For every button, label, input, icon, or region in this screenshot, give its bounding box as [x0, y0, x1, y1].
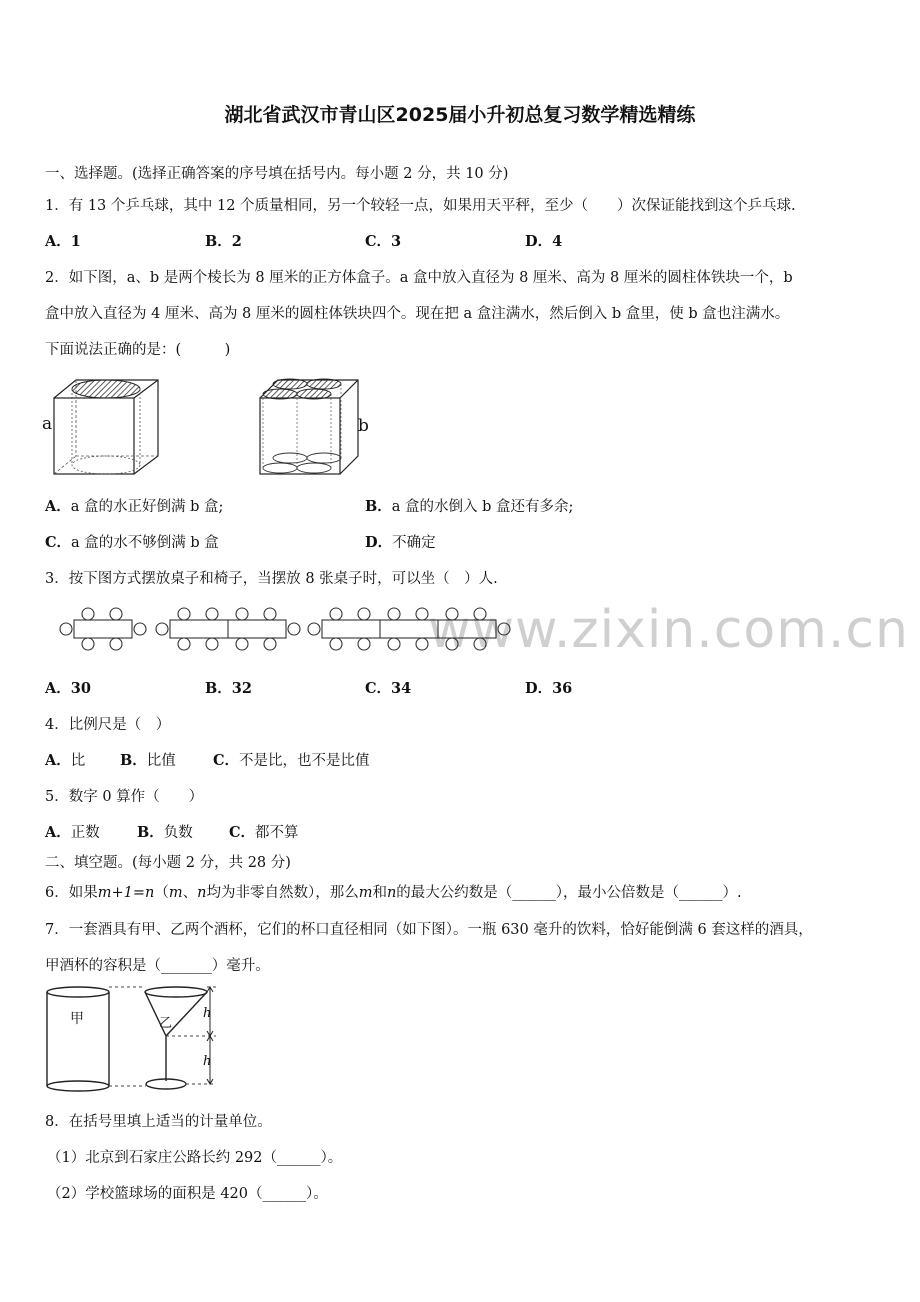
question-3: 3．按下图方式摆放桌子和椅子，当摆放 8 张桌子时，可以坐（ ）人. [45, 571, 498, 587]
question-7-line2: 甲酒杯的容积是（_______）毫升。 [45, 958, 270, 974]
q5-option-a: A．正数 [45, 824, 100, 841]
q3-option-a: A．30 [45, 680, 91, 697]
cups-figure [44, 984, 244, 1096]
q3-option-c: C．34 [365, 680, 412, 697]
question-2-line3: 下面说法正确的是：( ) [45, 342, 231, 358]
q1-option-b: B．2 [205, 233, 242, 250]
cube-a-figure [40, 372, 170, 482]
question-8: 8．在括号里填上适当的计量单位。 [45, 1114, 272, 1130]
q1-option-d: D．4 [525, 233, 563, 250]
page-title: 湖北省武汉市青山区2025届小升初总复习数学精选精练 [224, 104, 696, 126]
cup-yi-label: 乙 [159, 1016, 173, 1031]
cube-b-label: b [358, 416, 369, 436]
height-label-2: h [203, 1054, 212, 1069]
question-7-line1: 7．一套酒具有甲、乙两个酒杯，它们的杯口直径相同（如下图）。一瓶 630 毫升的饮料，恰好能倒满 6 套这样的酒具， [45, 922, 813, 938]
cube-a-label: a [42, 414, 53, 434]
q5-option-c: C．都不算 [229, 824, 299, 841]
q6-formula: m+1=n [97, 885, 155, 901]
cube-b-figure [256, 372, 366, 482]
question-6: 6．如果m+1=n（m、n均为非零自然数），那么m和n的最大公约数是（______），最小公倍数是（______）. [45, 885, 742, 901]
q2-option-c: C．a 盒的水不够倒满 b 盒 [45, 534, 219, 551]
q4-option-b: B．比值 [120, 752, 176, 769]
question-1: 1．有 13 个乒乓球，其中 12 个质量相同，另一个较轻一点，如果用天平秤，至少（ ）次保证能找到这个乒乓球. [45, 198, 796, 214]
q2-option-b: B．a 盒的水倒入 b 盒还有多余; [365, 498, 574, 515]
q4-option-c: C．不是比，也不是比值 [213, 752, 370, 769]
tables-and-chairs-figure [58, 606, 528, 656]
question-2-line1: 2．如下图，a、b 是两个棱长为 8 厘米的正方体盒子。a 盒中放入直径为 8 厘米、高为 8 厘米的圆柱体铁块一个，b [45, 270, 793, 286]
q5-option-b: B．负数 [137, 824, 193, 841]
q1-option-a: A．1 [45, 233, 81, 250]
height-label-1: h [203, 1006, 212, 1021]
q2-option-d: D．不确定 [365, 534, 436, 551]
q3-option-d: D．36 [525, 680, 573, 697]
q4-option-a: A．比 [45, 752, 86, 769]
question-5: 5．数字 0 算作（ ） [45, 789, 204, 805]
q1-option-c: C．3 [365, 233, 402, 250]
q2-option-a: A．a 盒的水正好倒满 b 盒; [45, 498, 224, 515]
watermark: www.zixin.com.cn [428, 600, 909, 660]
question-2-line2: 盒中放入直径为 4 厘米、高为 8 厘米的圆柱体铁块四个。现在把 a 盒注满水，然后倒入 b 盒里，使 b 盒也注满水。 [45, 306, 790, 322]
section-2-heading: 二、填空题。(每小题 2 分，共 28 分) [45, 855, 291, 871]
section-1-heading: 一、选择题。(选择正确答案的序号填在括号内。每小题 2 分，共 10 分) [45, 166, 509, 182]
q3-option-b: B．32 [205, 680, 252, 697]
question-8-part-1: （1）北京到石家庄公路长约 292（______）。 [47, 1150, 343, 1166]
question-4: 4．比例尺是（ ） [45, 717, 171, 733]
question-8-part-2: （2）学校篮球场的面积是 420（______）。 [47, 1186, 328, 1202]
cup-jia-label: 甲 [70, 1011, 84, 1027]
